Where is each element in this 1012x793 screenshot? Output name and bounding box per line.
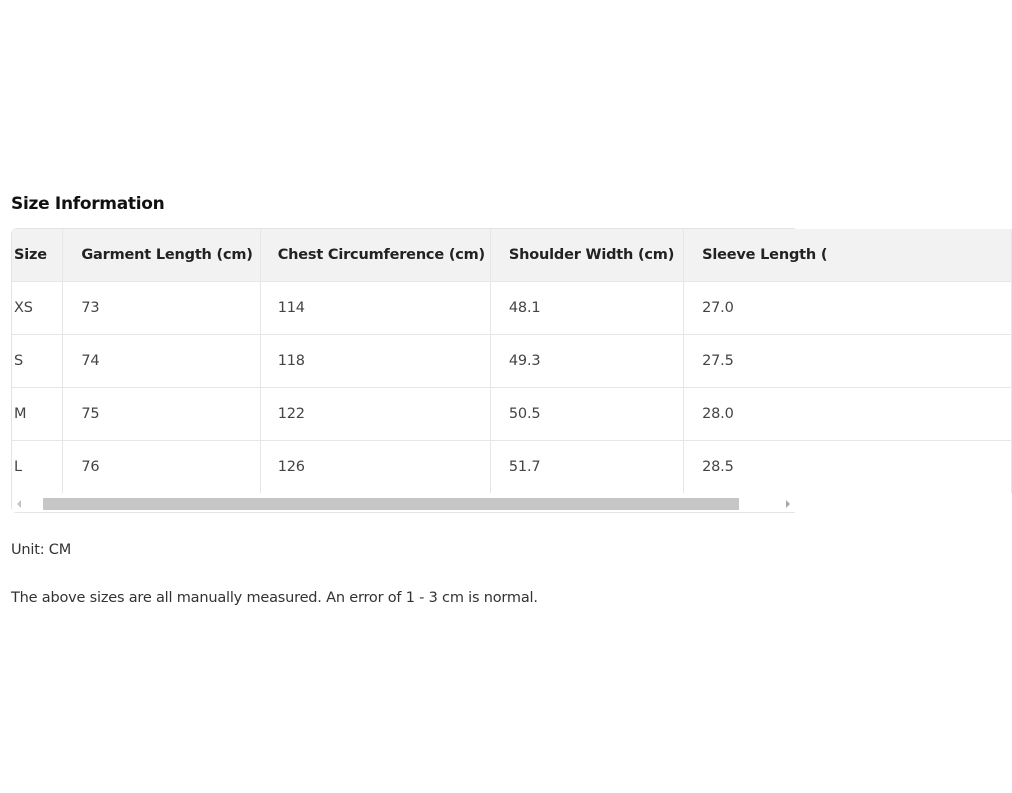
cell-size: M [12,388,63,441]
chevron-right-icon[interactable] [786,500,790,508]
measurement-disclaimer: The above sizes are all manually measured. An error of 1 - 3 cm is normal. [11,590,538,606]
header-chest-circumference: Chest Circumference (cm) [260,229,490,282]
header-shoulder-width: Shoulder Width (cm) [490,229,683,282]
size-table-container[interactable] [11,228,828,513]
cell-size: XS [12,282,63,335]
table-row [12,388,1012,441]
cell-shoulder-width: 50.5 [490,388,683,441]
cell-chest-circumference: 126 [260,441,490,494]
table-row [12,335,1012,388]
cell-garment-length: 75 [63,388,260,441]
size-info-section [11,193,828,608]
cell-shoulder-width: 49.3 [490,335,683,388]
scrollbar-thumb[interactable] [43,498,739,510]
header-size: Size [12,229,63,282]
table-row [12,282,1012,335]
cell-size: L [12,441,63,494]
cell-sleeve-length: 27.0 [684,282,1012,335]
table-row [12,441,1012,494]
cell-size: S [12,335,63,388]
cell-chest-circumference: 114 [260,282,490,335]
horizontal-scrollbar[interactable] [12,496,795,512]
size-table [12,229,1012,493]
cell-garment-length: 76 [63,441,260,494]
chevron-left-icon[interactable] [17,500,21,508]
cell-shoulder-width: 48.1 [490,282,683,335]
cell-garment-length: 74 [63,335,260,388]
cell-shoulder-width: 51.7 [490,441,683,494]
header-sleeve-length: Sleeve Length ( [684,229,1012,282]
cell-sleeve-length: 28.0 [684,388,1012,441]
cell-chest-circumference: 118 [260,335,490,388]
cell-sleeve-length: 28.5 [684,441,1012,494]
unit-note: Unit: CM [11,542,72,558]
header-garment-length: Garment Length (cm) [63,229,260,282]
cell-chest-circumference: 122 [260,388,490,441]
section-title: Size Information [11,194,165,214]
cell-sleeve-length: 27.5 [684,335,1012,388]
cell-garment-length: 73 [63,282,260,335]
table-header-row [12,229,1012,282]
